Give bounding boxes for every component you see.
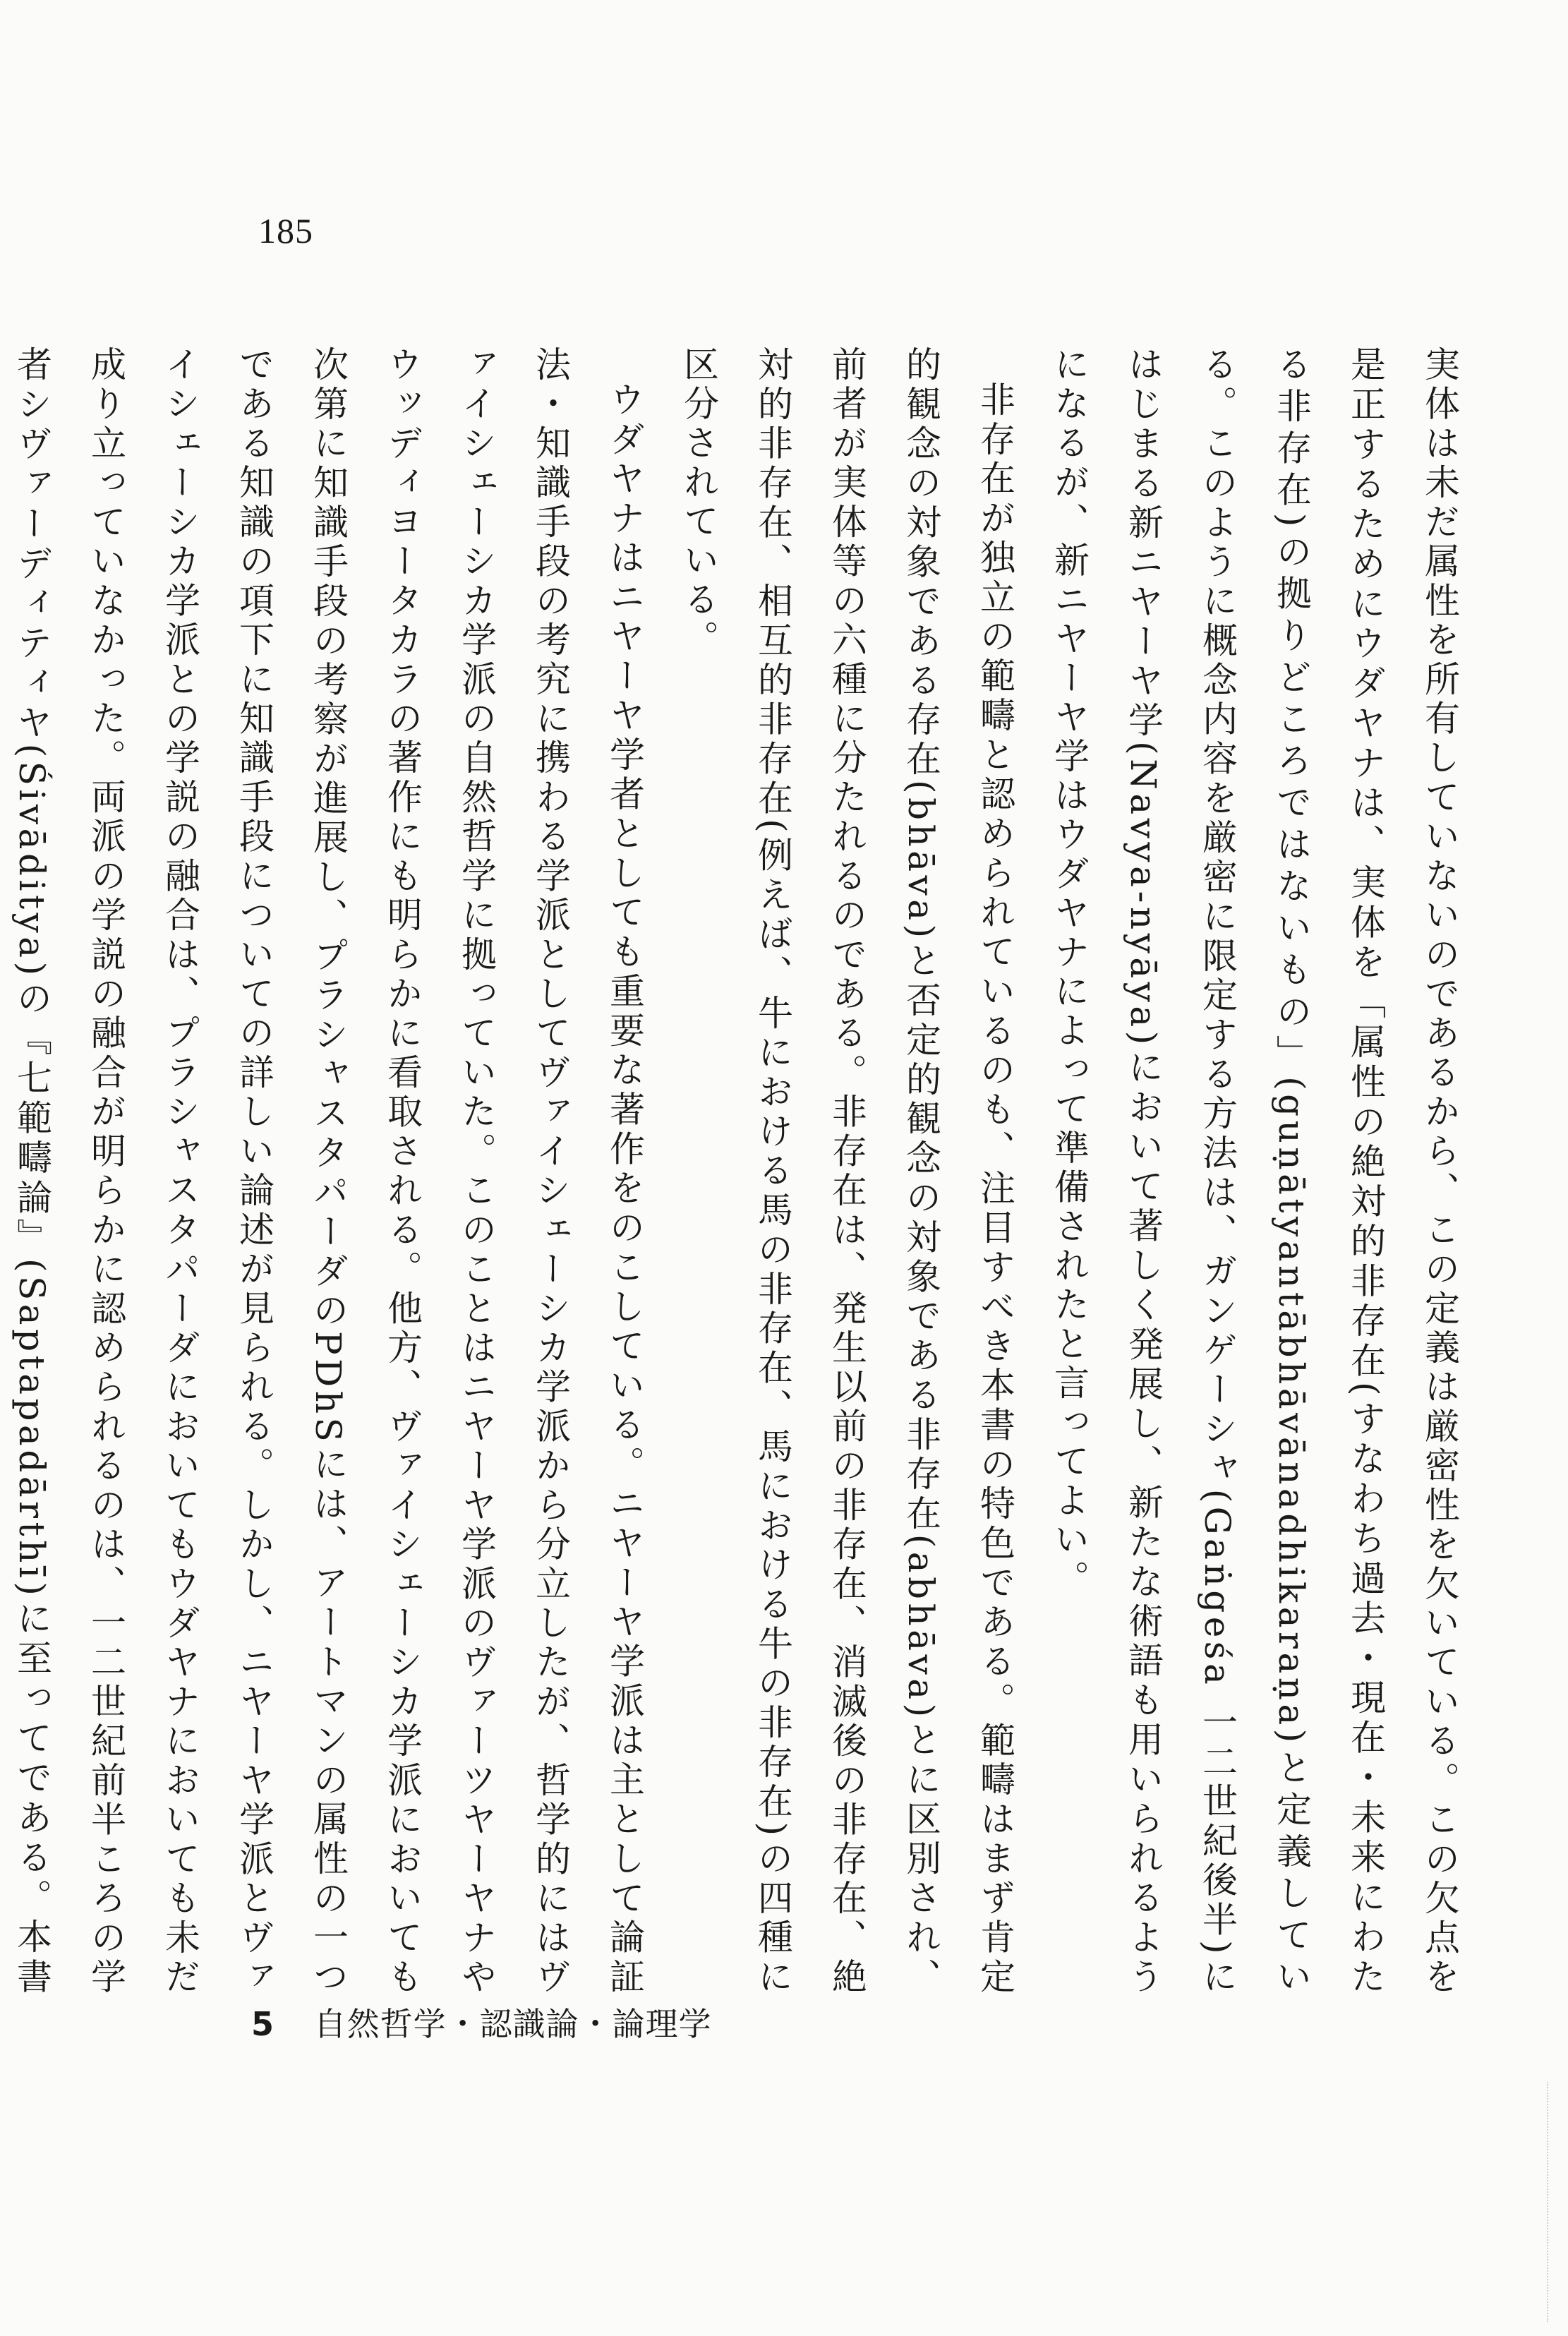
chapter-title: 自然哲学・認識論・論理学 bbox=[313, 2005, 712, 2043]
paragraph-3: ウダヤナはニヤーヤ学者としても重要な著作をのこしている。ニヤーヤ学派は主として論証法・知識手段の考究に携わる学派としてヴァイシェーシカ学派から分立したが、哲学的にはヴァイシェーシカ学派の自然哲学に拠っていた。このことはニヤーヤ学派のヴァーツヤーヤナやウッディヨータカラの著作にも明らかに看取される。他方、ヴァイシェーシカ学派においても次第に知識手段の考察が進展し、プラシャスタパーダのPDhSには、アートマンの属性の一つである知識の項下に知識手段についての詳しい論述が見られる。しかし、ニヤーヤ学派とヴァイシェーシカ学派との学説の融合は、プラシャスタパーダにおいてもウダヤナにおいても未だ成り立っていなかった。両派の学説の融合が明らかに認められるのは、一二世紀前半ころの学者シヴァーディティヤ(Śivāditya)の『七範疇論』(Saptapadārthī)に至ってである。本書 bbox=[11, 346, 645, 1997]
running-footer bbox=[251, 1999, 712, 2045]
body-text bbox=[11, 346, 1476, 1997]
paragraph-2: 非存在が独立の範疇と認められているのも、注目すべき本書の特色である。範疇はまず肯定的観念の対象である存在(bhāva)と否定的観念の対象である非存在(abhāva)とに区別され、前者が実体等の六種に分たれるのである。非存在は、発生以前の非存在、消滅後の非存在、絶対的非存在、相互的非存在(例えば、牛における馬の非存在、馬における牛の非存在)の四種に区分されている。 bbox=[678, 346, 1015, 1997]
paragraph-1: 実体は未だ属性を所有していないのであるから、この定義は厳密性を欠いている。この欠点を是正するためにウダヤナは、実体を「属性の絶対的非存在(すなわち過去・現在・未来にわたる非存在)の拠りどころではないもの」(guṇātyantābhāvānadhikaraṇa)と定義している。このように概念内容を厳密に限定する方法は、ガンゲーシャ(Gaṅgeśa 一二世紀後半)にはじまる新ニヤーヤ学(Navya-nyāya)において著しく発展し、新たな術語も用いられるようになるが、新ニヤーヤ学はウダヤナによって準備されたと言ってよい。 bbox=[1049, 346, 1460, 1997]
page-number: 185 bbox=[258, 211, 313, 251]
chapter-number: 5 bbox=[251, 2005, 275, 2043]
scan-edge-mark bbox=[1540, 2082, 1548, 2322]
